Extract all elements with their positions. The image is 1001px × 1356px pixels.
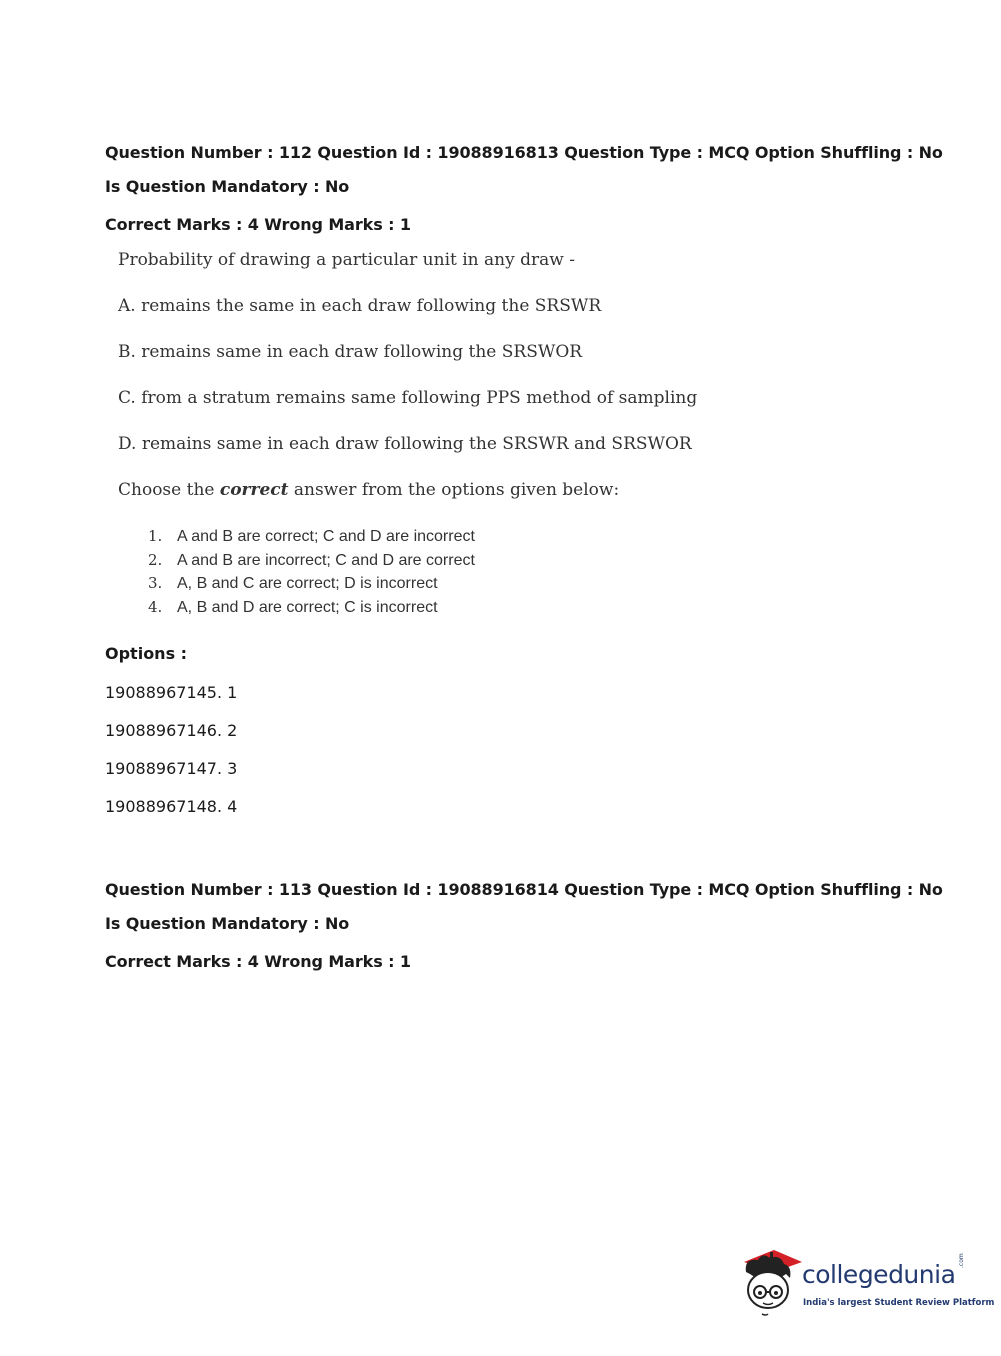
statement-c: C. from a stratum remains same following PPS method of sampling bbox=[118, 388, 698, 408]
question-instruction: Choose the correct answer from the options given below: bbox=[118, 480, 620, 500]
answer-choice: 3. A, B and C are correct; D is incorrect bbox=[148, 574, 438, 592]
statement-a: A. remains the same in each draw following the SRSWR bbox=[118, 296, 602, 316]
options-heading: Options : bbox=[105, 644, 188, 663]
question-113-header: Question Number : 113 Question Id : 19088916814 Question Type : MCQ Option Shuffling : No bbox=[105, 880, 943, 899]
option-row: 19088967146. 2 bbox=[105, 721, 238, 740]
answer-choice: 2. A and B are incorrect; C and D are correct bbox=[148, 550, 475, 569]
question-113-mandatory: Is Question Mandatory : No bbox=[105, 914, 350, 933]
question-112-header: Question Number : 112 Question Id : 19088916813 Question Type : MCQ Option Shuffling : No bbox=[105, 143, 943, 162]
logo-wordmark: collegedunia bbox=[802, 1260, 956, 1289]
statement-b: B. remains same in each draw following the SRSWOR bbox=[118, 342, 583, 362]
question-stem: Probability of drawing a particular unit in any draw - bbox=[118, 250, 575, 270]
option-row: 19088967148. 4 bbox=[105, 797, 238, 816]
option-row: 19088967145. 1 bbox=[105, 683, 238, 702]
logo-suffix: .com bbox=[958, 1253, 965, 1268]
answer-choice: 1. A and B are correct; C and D are incorrect bbox=[148, 527, 475, 545]
collegedunia-logo bbox=[740, 1248, 995, 1320]
logo-tagline: India's largest Student Review Platform bbox=[803, 1298, 995, 1308]
answer-choice-list bbox=[148, 525, 475, 619]
statement-d: D. remains same in each draw following the SRSWR and SRSWOR bbox=[118, 434, 692, 454]
answer-choice: 4. A, B and D are correct; C is incorrect bbox=[148, 597, 438, 616]
mascot-icon bbox=[740, 1248, 804, 1320]
option-row: 19088967147. 3 bbox=[105, 759, 238, 778]
instruction-emphasis: correct bbox=[219, 480, 289, 500]
question-113-marks: Correct Marks : 4 Wrong Marks : 1 bbox=[105, 952, 411, 971]
question-112-marks: Correct Marks : 4 Wrong Marks : 1 bbox=[105, 215, 411, 234]
question-112-mandatory: Is Question Mandatory : No bbox=[105, 177, 350, 196]
